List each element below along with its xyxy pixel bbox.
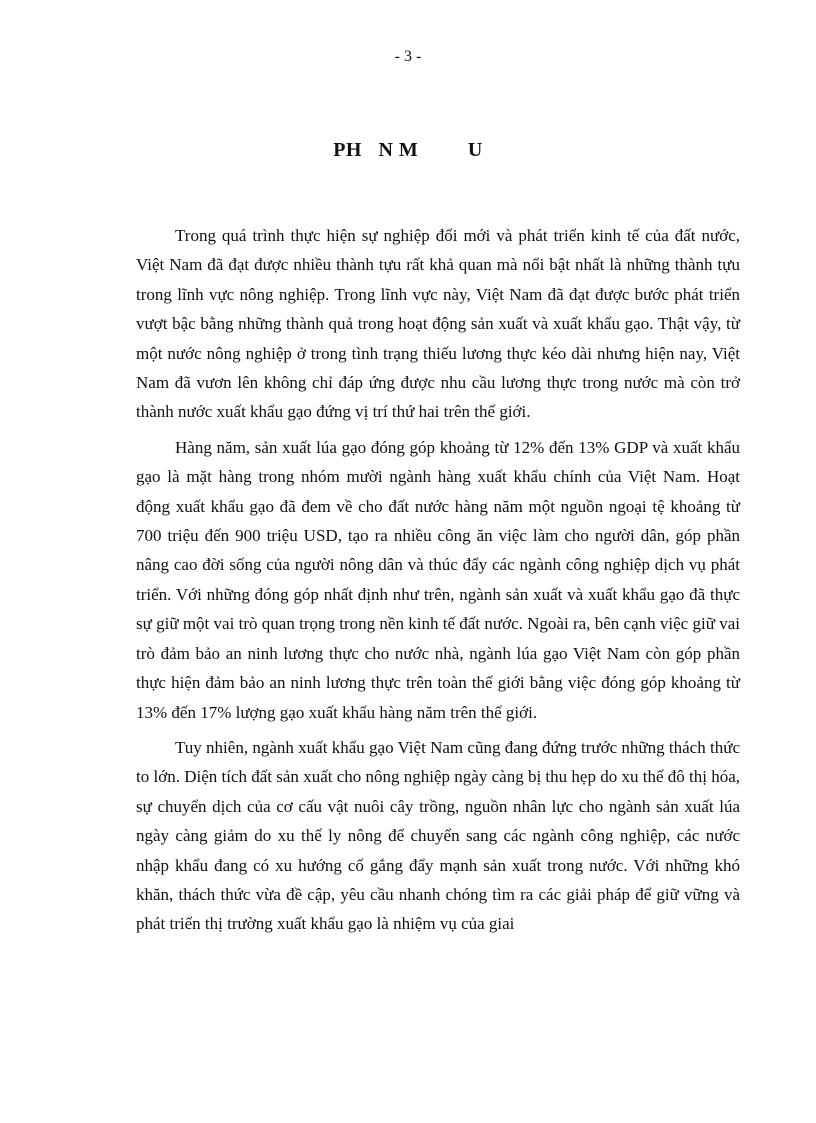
paragraph-2: Hàng năm, sản xuất lúa gạo đóng góp khoảng từ 12% đến 13% GDP và xuất khẩu gạo là mặt hàng trong nhóm mười ngành hàng xuất khẩu chính của Việt Nam. Hoạt động xuất khẩu gạo đã đem về cho đất nước hàng năm một nguồn ngoại tệ khoảng từ 700 triệu đến 900 triệu USD, tạo ra nhiều công ăn việc làm cho người dân, góp phần nâng cao đời sống của người nông dân và thúc đẩy các ngành công nghiệp dịch vụ phát triển. Với những đóng góp nhất định như trên, ngành sản xuất và xuất khẩu gạo đã thực sự giữ một vai trò quan trọng trong nền kinh tế đất nước. Ngoài ra, bên cạnh việc giữ vai trò đảm bảo an ninh lương thực cho nước nhà, ngành lúa gạo Việt Nam còn góp phần thực hiện đảm bảo an ninh lương thực trên toàn thế giới bằng việc đóng góp khoảng từ 13% đến 17% lượng gạo xuất khẩu hàng năm trên thế giới. xyxy=(136,437,740,722)
paragraph-3: Tuy nhiên, ngành xuất khẩu gạo Việt Nam cũng đang đứng trước những thách thức to lớn. Diện tích đất sản xuất cho nông nghiệp ngày càng bị thu hẹp do xu thế đô thị hóa, sự chuyển dịch của cơ cấu vật nuôi cây trồng, nguồn nhân lực cho ngành sản xuất lúa ngày càng giảm do xu thế ly nông để chuyển sang các ngành công nghiệp, các nước nhập khẩu đang có xu hướng cố gắng đẩy mạnh sản xuất trong nước. Với những khó khăn, thách thức vừa đề cập, yêu cầu nhanh chóng tìm ra các giải pháp để giữ vững và phát triển thị trường xuất khẩu gạo là nhiệm vụ của giai xyxy=(136,737,740,934)
paragraph-1: Trong quá trình thực hiện sự nghiệp đổi mới và phát triển kinh tế của đất nước, Việt Nam đã đạt được nhiều thành tựu rất khả quan mà nổi bật nhất là những thành tựu trong lĩnh vực nông nghiệp. Trong lĩnh vực này, Việt Nam đã đạt được bước phát triển vượt bậc bằng những thành quả trong hoạt động sản xuất và xuất khẩu gạo. Thật vậy, từ một nước nông nghiệp ở trong tình trạng thiếu lương thực kéo dài nhưng hiện nay, Việt Nam đã vươn lên không chỉ đáp ứng được nhu cầu lương thực trong nước mà còn trở thành nước xuất khẩu gạo đứng vị trí thứ hai trên thế giới. xyxy=(136,226,740,422)
page-number: - 3 - xyxy=(394,48,422,65)
section-title: PH N M U xyxy=(333,139,483,161)
body-text xyxy=(136,221,740,945)
